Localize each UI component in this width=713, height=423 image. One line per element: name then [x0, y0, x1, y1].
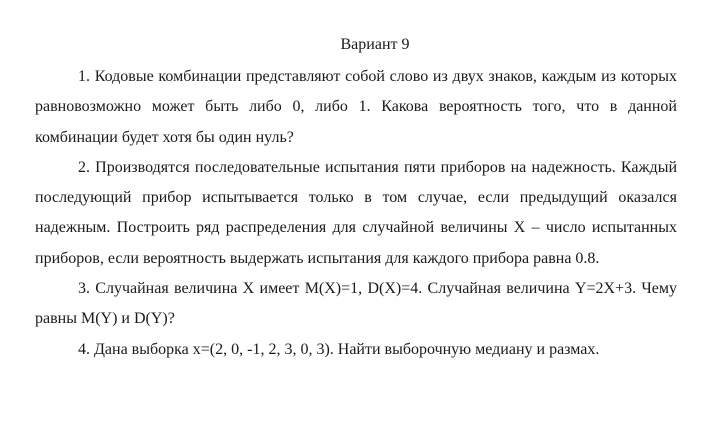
variant-title: Вариант 9: [340, 36, 410, 53]
task-list: [35, 62, 677, 365]
task-3-text: 3. Случайная величина X имеет M(X)=1, D(X)=4. Случайная величина Y=2X+3. Чему равны M(Y) и D(Y)?: [35, 280, 677, 328]
task-1-text: 1. Кодовые комбинации представляют собой слово из двух знаков, каждым из которых равновозможно может быть либо 0, либо 1. Какова вероятность того, что в данной комбинации будет хотя бы один нуль?: [35, 68, 677, 146]
task-2-text: 2. Производятся последовательные испытания пяти приборов на надежность. Каждый последующий прибор испытывается только в том случае, если предыдущий оказался надежным. Построить ряд распределения для случайной величины X – число испытанных приборов, если вероятность выдержать испытания для каждого прибора равна 0.8.: [35, 158, 677, 267]
task-4-text: 4. Дана выборка x=(2, 0, -1, 2, 3, 0, 3). Найти выборочную медиану и размах.: [78, 340, 600, 358]
